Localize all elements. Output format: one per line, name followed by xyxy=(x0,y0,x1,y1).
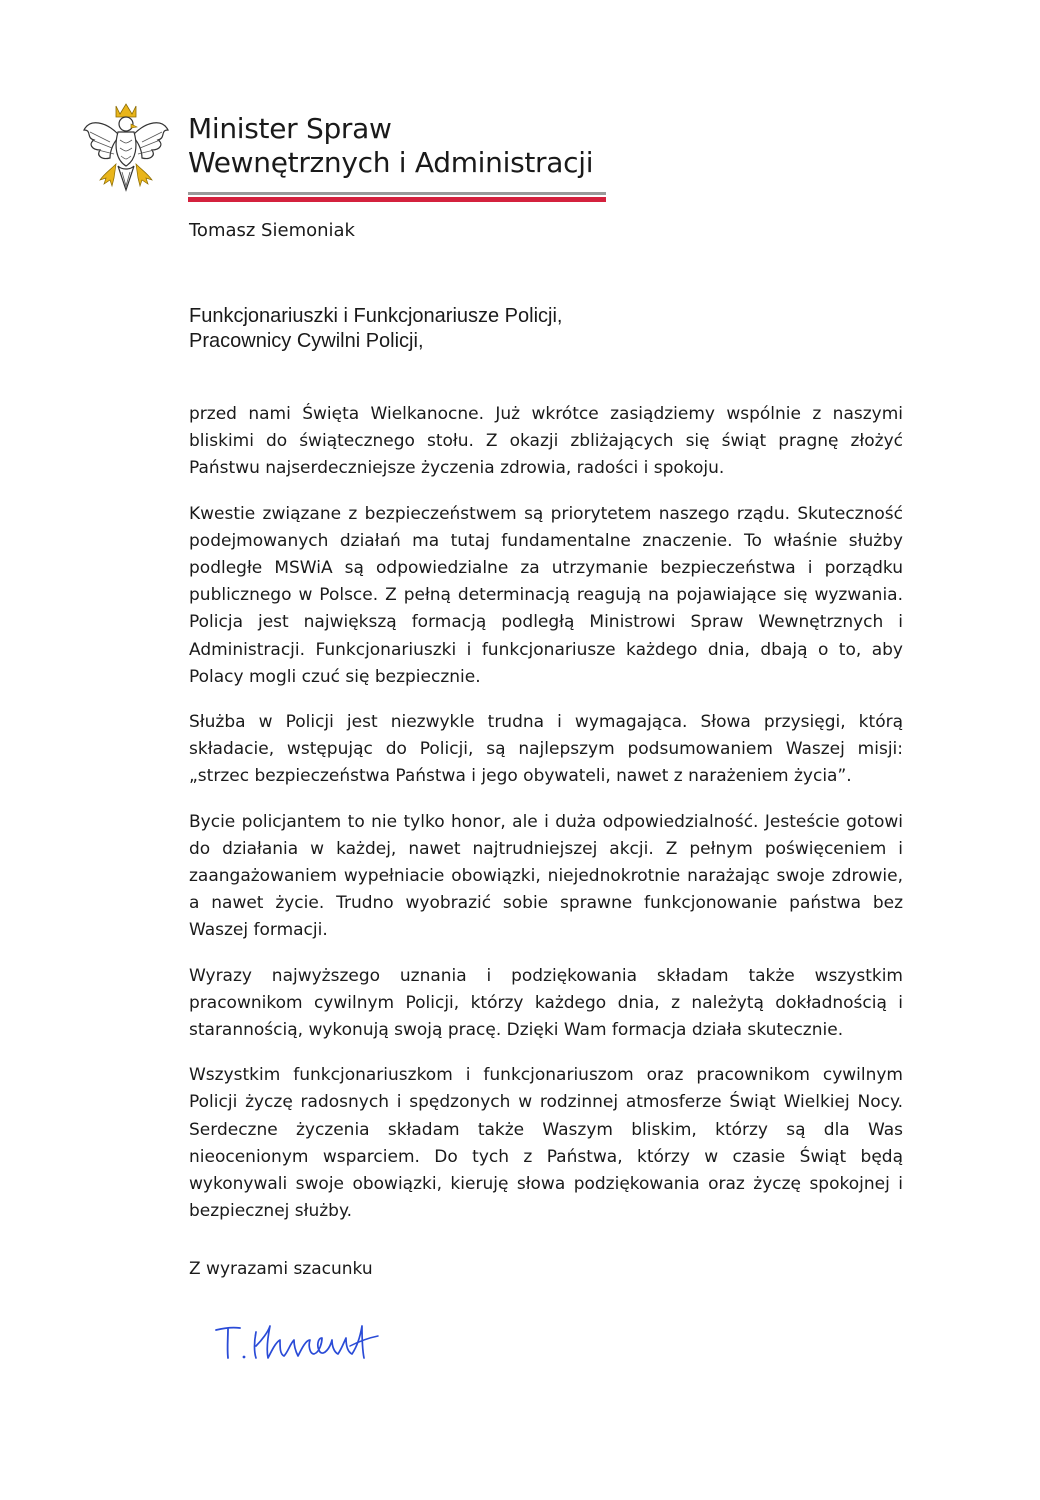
paragraph: Bycie policjantem to nie tylko honor, ale i duża odpowiedzialność. Jesteście gotowi do działania w każdej, nawet najtrudniejszej akcji. Z pełnym poświęceniem i zaangażowaniem wypełniacie obowiązki, niejednokrotnie narażając swoje zdrowie, a nawet życie. Trudno wyobrazić sobie sprawne funkcjonowanie państwa bez Waszej formacji. xyxy=(189,811,903,941)
paragraph: przed nami Święta Wielkanocne. Już wkrótce zasiądziemy wspólnie z naszymi bliskimi do świątecznego stołu. Z okazji zbliżających się świąt pragnę złożyć Państwu najserdeczniejsze życzenia zdrowia, radości i spokoju. xyxy=(189,404,903,479)
minister-name: Tomasz Siemoniak xyxy=(189,220,355,241)
paragraph: Służba w Policji jest niezwykle trudna i wymagająca. Słowa przysięgi, którą składacie, wstępując do Policji, są najlepszym podsumowaniem Waszej misji: „strzec bezpieczeństwa Państwa i jego obywateli, nawet z narażeniem życia”. xyxy=(189,712,903,787)
letter-body xyxy=(189,401,903,1243)
ministry-name-line1: Minister Spraw xyxy=(188,112,392,145)
ministry-name-line2: Wewnętrznych i Administracji xyxy=(188,146,594,179)
letterhead xyxy=(80,100,620,210)
salutation-line2: Pracownicy Cywilni Policji, xyxy=(189,330,424,352)
closing-phrase: Z wyrazami szacunku xyxy=(189,1259,373,1279)
paragraph: Wszystkim funkcjonariuszkom i funkcjonariuszom oraz pracownikom cywilnym Policji życzę radosnych i spędzonych w rodzinnej atmosferze Świąt Wielkiej Nocy. Serdeczne życzenia składam także Waszym bliskim, którzy są dla Was nieocenionym wsparciem. Do tych z Państwa, którzy w czasie Świąt będą wykonywali swoje obowiązki, kieruję słowa podziękowania oraz życzę spokojnej i bezpiecznej służby. xyxy=(189,1065,903,1222)
salutation-line1: Funkcjonariuszki i Funkcjonariusze Policji, xyxy=(189,305,563,327)
ministry-name xyxy=(188,112,593,180)
flag-divider-red xyxy=(188,197,606,202)
salutation xyxy=(189,304,562,354)
paragraph: Wyrazy najwyższego uznania i podziękowania składam także wszystkim pracownikom cywilnym Policji, którzy każdego dnia, z należytą dokładnością i starannością, wykonują swoją pracę. Dzięki Wam formacja działa skutecznie. xyxy=(189,965,903,1041)
polish-eagle-emblem-icon xyxy=(80,100,172,204)
paragraph: Kwestie związane z bezpieczeństwem są priorytetem naszego rządu. Skuteczność podejmowanych działań ma tutaj fundamentalne znaczenie. To właśnie służby podległe MSWiA są odpowiedzialne za utrzymanie bezpieczeństwa i porządku publicznego w Polsce. Z pełną determinacją reagują na pojawiające się wyzwania. Policja jest największą formacją podległą Ministrowi Spraw Wewnętrznych i Administracji. Funkcjonariuszki i funkcjonariusze każdego dnia, dbają o to, aby Polacy mogli czuć się bezpiecznie. xyxy=(189,503,903,687)
flag-divider xyxy=(188,192,606,202)
handwritten-signature xyxy=(210,1316,410,1366)
